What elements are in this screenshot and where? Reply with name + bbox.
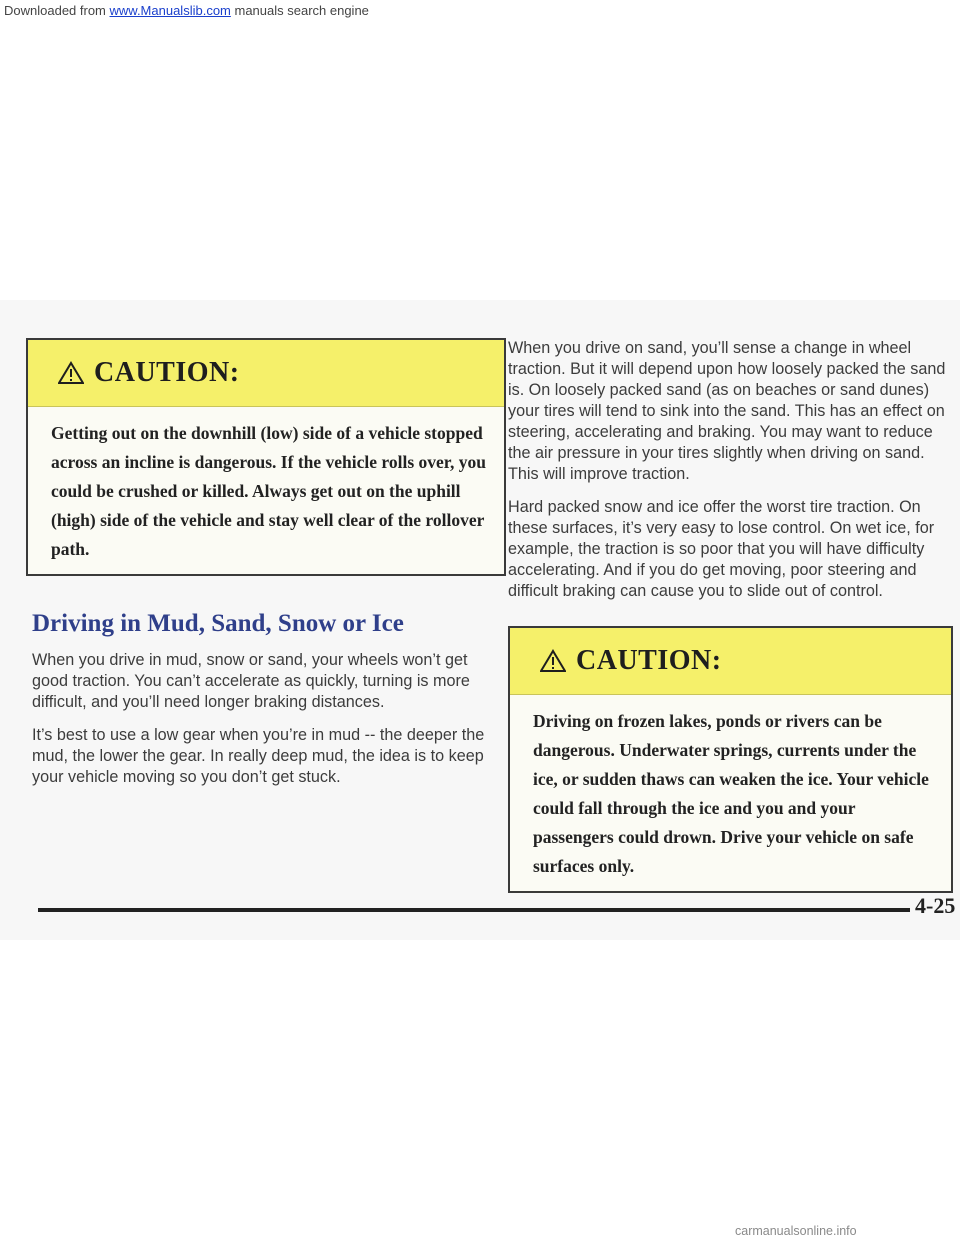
site-watermark: carmanualsonline.info — [735, 1224, 857, 1238]
paragraph-low-gear: It’s best to use a low gear when you’re in mud -- the deeper the mud, the lower the gear. In really deep mud, the idea is to keep your vehicle moving so you don’t get stuck. — [32, 726, 485, 786]
manualslib-link[interactable]: www.Manualslib.com — [109, 3, 231, 18]
paragraph-sand: When you drive on sand, you’ll sense a change in wheel traction. But it will depend upon how loosely packed the sand is. On loosely packed sand (as on beaches or sand dunes) your tires will tend to sink into the sand. This has an effect on steering, accelerating and braking. You may want to reduce the air pressure in your tires slightly when driving on sand. This will improve traction. — [508, 339, 946, 483]
caution-header — [28, 340, 504, 407]
right-column — [508, 338, 953, 893]
left-column — [26, 338, 506, 800]
watermark-prefix: Downloaded from — [4, 3, 110, 18]
page-number: 4-25 — [915, 893, 956, 918]
caution-box-incline — [26, 338, 506, 576]
section-heading: Driving in Mud, Sand, Snow or Ice — [32, 610, 404, 637]
paragraph-mud-traction: When you drive in mud, snow or sand, your wheels won’t get good traction. You can’t accelerate as quickly, turning is more difficult, and you’ll need longer braking distances. — [32, 651, 470, 711]
caution-title: CAUTION: — [94, 357, 240, 388]
download-watermark — [4, 3, 369, 18]
warning-triangle-icon — [58, 361, 84, 385]
watermark-suffix: manuals search engine — [230, 3, 369, 18]
caution-box-frozen-lakes — [508, 626, 953, 893]
paragraph-snow-ice: Hard packed snow and ice offer the worst tire traction. On these surfaces, it’s very easy to lose control. On wet ice, for example, the traction is so poor that you will have difficulty accelerating. And if you do get moving, poor steering and difficult braking can cause you to slide out of control. — [508, 498, 935, 600]
caution-title: CAUTION: — [576, 645, 722, 676]
caution-text: Getting out on the downhill (low) side of a vehicle stopped across an incline is dangerous. If the vehicle rolls over, you could be crushed or killed. Always get out on the uphill (high) side of the vehicle and stay well clear of the rollover path. — [51, 423, 486, 559]
footer-rule — [38, 908, 910, 912]
caution-header — [510, 628, 951, 695]
caution-text: Driving on frozen lakes, ponds or rivers can be dangerous. Underwater springs, currents under the ice, or sudden thaws can weaken the ice. Your vehicle could fall through the ice and you and your passengers could drown. Drive your vehicle on safe surfaces only. — [533, 711, 929, 876]
warning-triangle-icon — [540, 649, 566, 673]
